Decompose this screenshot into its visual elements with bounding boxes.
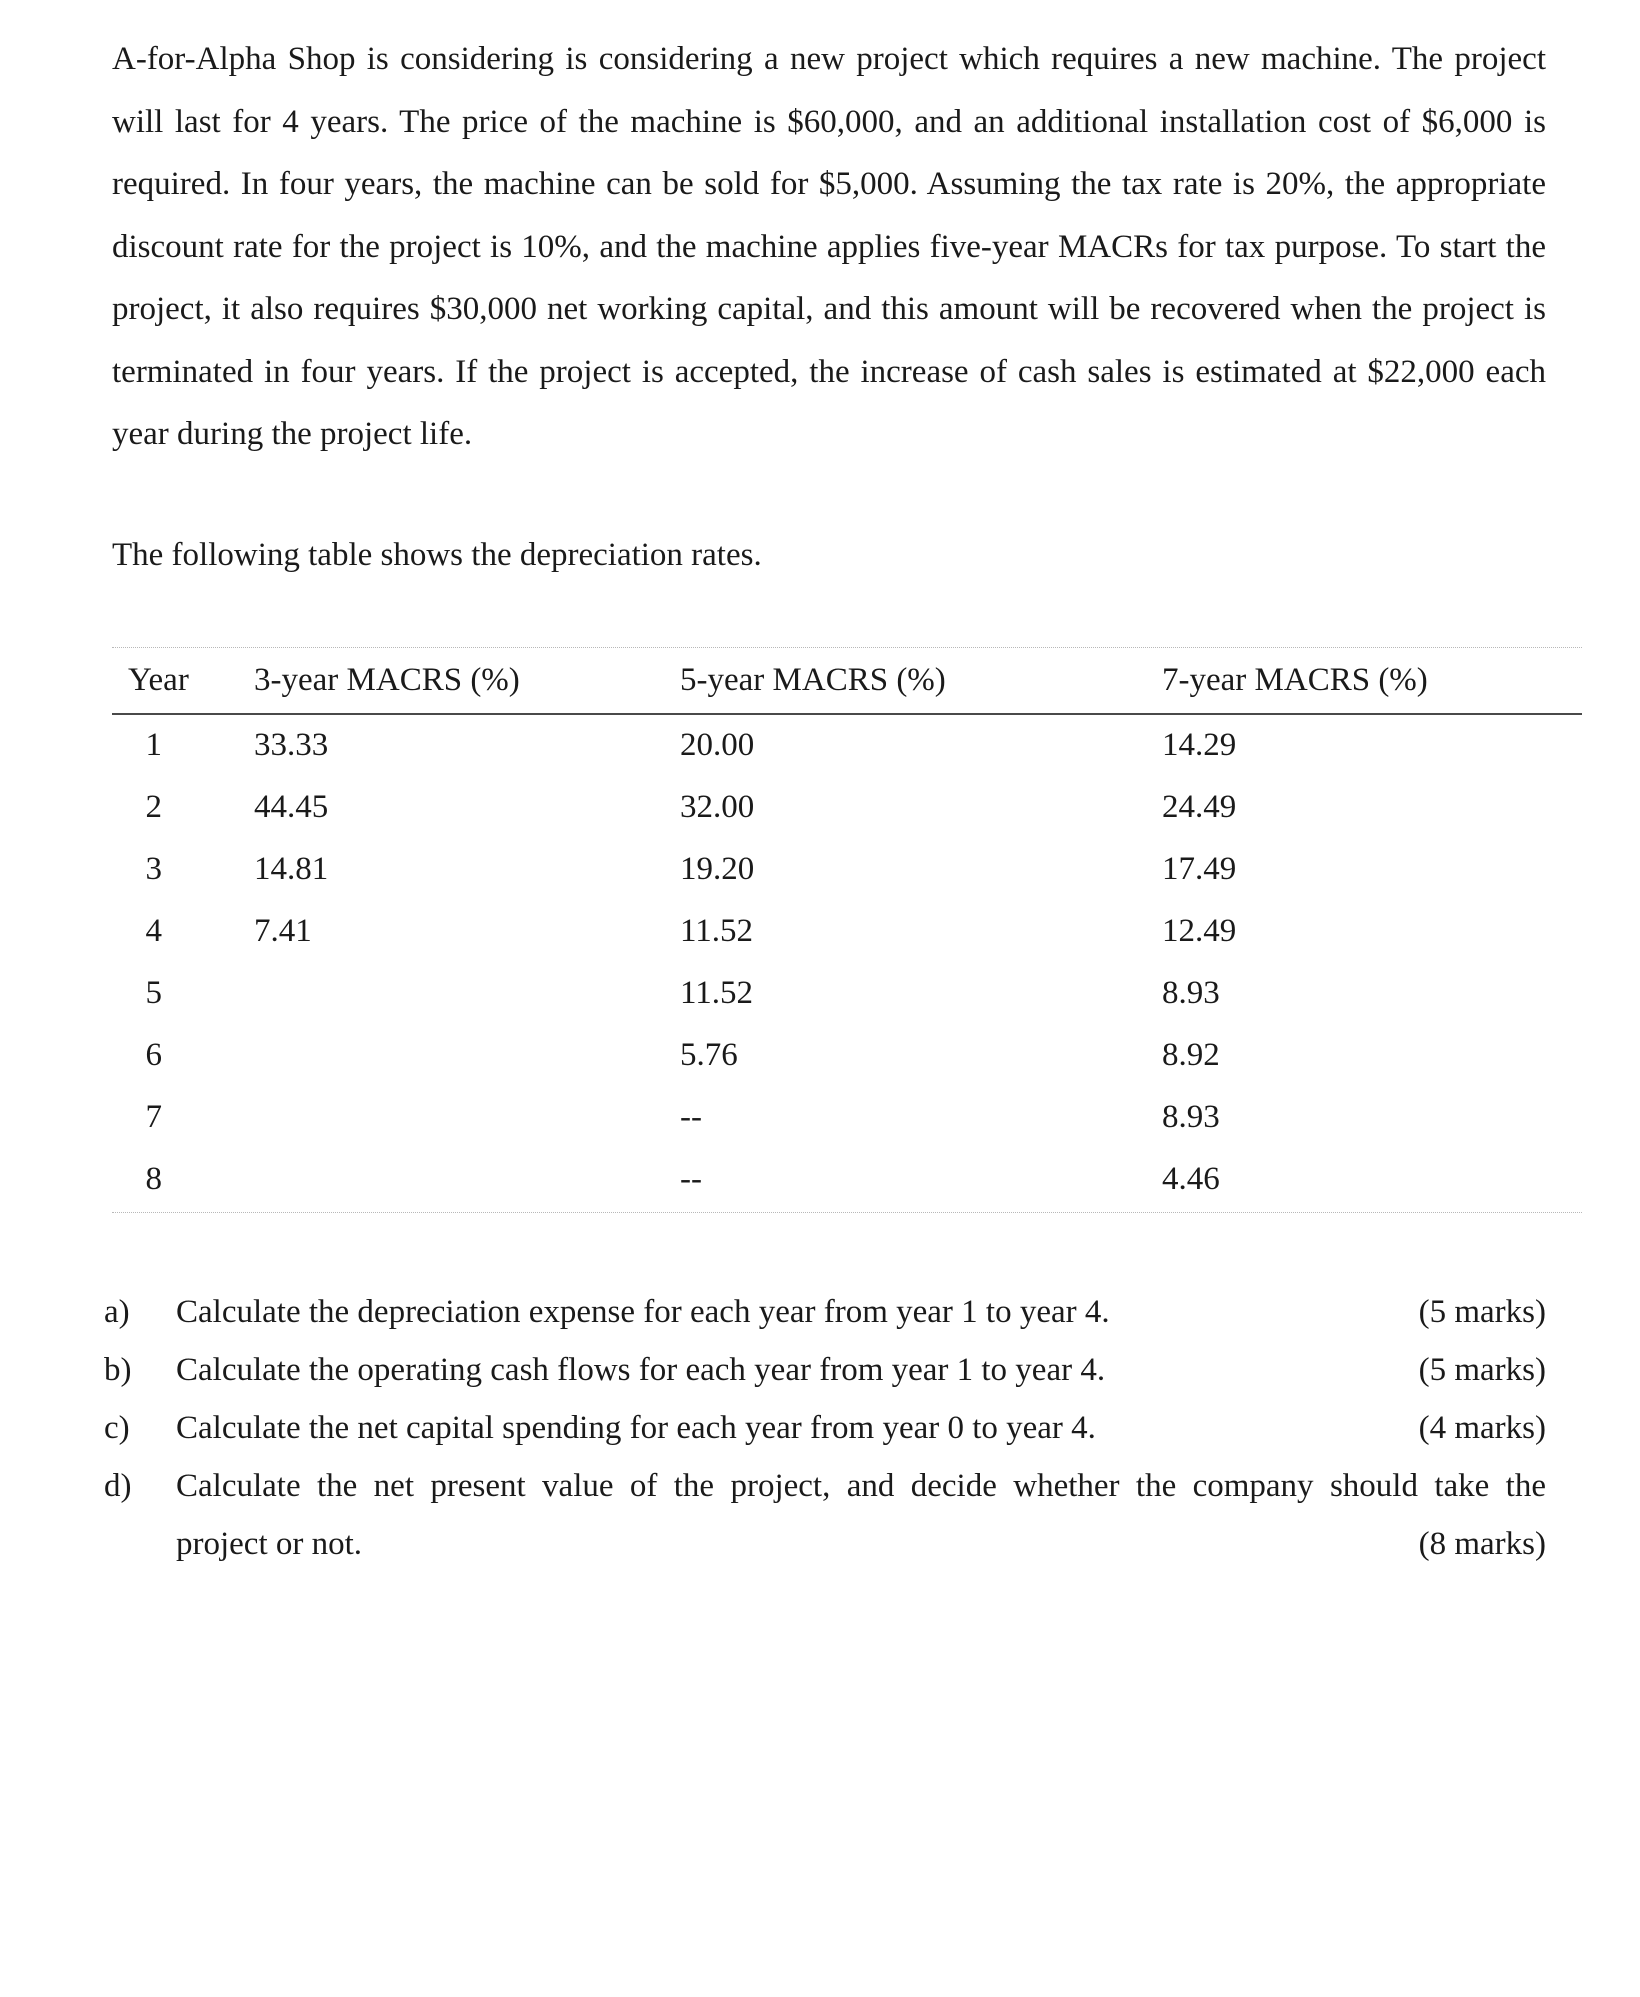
question-letter: b) bbox=[104, 1352, 132, 1388]
year-cell: 5 bbox=[145, 975, 162, 1011]
five-year-rate-cell: -- bbox=[680, 1099, 702, 1135]
question-text-line-1: Calculate the net present value of the project, and decide whether the company should take the bbox=[176, 1468, 1546, 1504]
three-year-rate-cell: 7.41 bbox=[254, 913, 312, 949]
question-b bbox=[104, 1341, 1546, 1399]
depreciation-rates-table bbox=[112, 647, 1582, 1213]
header-7-year-macrs: 7-year MACRS (%) bbox=[1162, 662, 1428, 698]
table-row bbox=[112, 841, 1582, 903]
year-cell: 6 bbox=[145, 1037, 162, 1073]
seven-year-rate-cell: 8.92 bbox=[1162, 1037, 1220, 1073]
year-cell: 8 bbox=[145, 1161, 162, 1197]
question-c bbox=[104, 1399, 1546, 1457]
question-letter: a) bbox=[104, 1294, 130, 1330]
year-cell: 3 bbox=[145, 851, 162, 887]
seven-year-rate-cell: 12.49 bbox=[1162, 913, 1237, 949]
five-year-rate-cell: 20.00 bbox=[680, 727, 755, 763]
question-text: Calculate the depreciation expense for each year from year 1 to year 4. bbox=[176, 1294, 1110, 1330]
question-text: Calculate the net capital spending for each year from year 0 to year 4. bbox=[176, 1410, 1096, 1446]
question-text-line-2: project or not. bbox=[176, 1526, 363, 1562]
five-year-rate-cell: 19.20 bbox=[680, 851, 755, 887]
table-row bbox=[112, 965, 1582, 1027]
five-year-rate-cell: 11.52 bbox=[680, 913, 754, 949]
question-letter: d) bbox=[104, 1468, 132, 1504]
table-row bbox=[112, 1027, 1582, 1089]
question-letter: c) bbox=[104, 1410, 130, 1446]
table-header-row bbox=[112, 648, 1582, 715]
question-marks: (5 marks) bbox=[1418, 1294, 1546, 1330]
table-row bbox=[112, 1089, 1582, 1151]
question-marks: (4 marks) bbox=[1418, 1410, 1546, 1446]
intro-paragraph: A-for-Alpha Shop is considering is considering a new project which requires a new machine. The project will last for 4 years. The price of the machine is $60,000, and an additional installation cost of $6,000 is required. In four years, the machine can be sold for $5,000. Assuming the tax rate is 20%, the appropriate discount rate for the project is 10%, and the machine applies five-year MACRs for tax purpose. To start the project, it also requires $30,000 net working capital, and this amount will be recovered when the project is terminated in four years. If the project is accepted, the increase of cash sales is estimated at $22,000 each year during the project life. bbox=[112, 41, 1546, 452]
table-caption: The following table shows the depreciation rates. bbox=[112, 537, 762, 573]
question-d bbox=[104, 1457, 1546, 1573]
year-cell: 1 bbox=[145, 727, 162, 763]
table-row bbox=[112, 779, 1582, 841]
seven-year-rate-cell: 4.46 bbox=[1162, 1161, 1220, 1197]
seven-year-rate-cell: 24.49 bbox=[1162, 789, 1237, 825]
table-row bbox=[112, 1151, 1582, 1213]
five-year-rate-cell: 32.00 bbox=[680, 789, 755, 825]
header-3-year-macrs: 3-year MACRS (%) bbox=[254, 662, 520, 698]
three-year-rate-cell: 14.81 bbox=[254, 851, 329, 887]
table-row bbox=[112, 903, 1582, 965]
year-cell: 7 bbox=[145, 1099, 162, 1135]
question-marks: (5 marks) bbox=[1418, 1352, 1546, 1388]
table-row bbox=[112, 717, 1582, 779]
five-year-rate-cell: 5.76 bbox=[680, 1037, 738, 1073]
three-year-rate-cell: 33.33 bbox=[254, 727, 329, 763]
header-year: Year bbox=[128, 662, 189, 698]
seven-year-rate-cell: 8.93 bbox=[1162, 1099, 1220, 1135]
three-year-rate-cell: 44.45 bbox=[254, 789, 329, 825]
five-year-rate-cell: 11.52 bbox=[680, 975, 754, 1011]
seven-year-rate-cell: 17.49 bbox=[1162, 851, 1237, 887]
seven-year-rate-cell: 8.93 bbox=[1162, 975, 1220, 1011]
year-cell: 2 bbox=[145, 789, 162, 825]
header-5-year-macrs: 5-year MACRS (%) bbox=[680, 662, 946, 698]
question-text: Calculate the operating cash flows for each year from year 1 to year 4. bbox=[176, 1352, 1106, 1388]
five-year-rate-cell: -- bbox=[680, 1161, 702, 1197]
seven-year-rate-cell: 14.29 bbox=[1162, 727, 1237, 763]
question-a bbox=[104, 1283, 1546, 1341]
question-list bbox=[104, 1283, 1546, 1573]
question-marks: (8 marks) bbox=[1418, 1526, 1546, 1562]
year-cell: 4 bbox=[145, 913, 162, 949]
